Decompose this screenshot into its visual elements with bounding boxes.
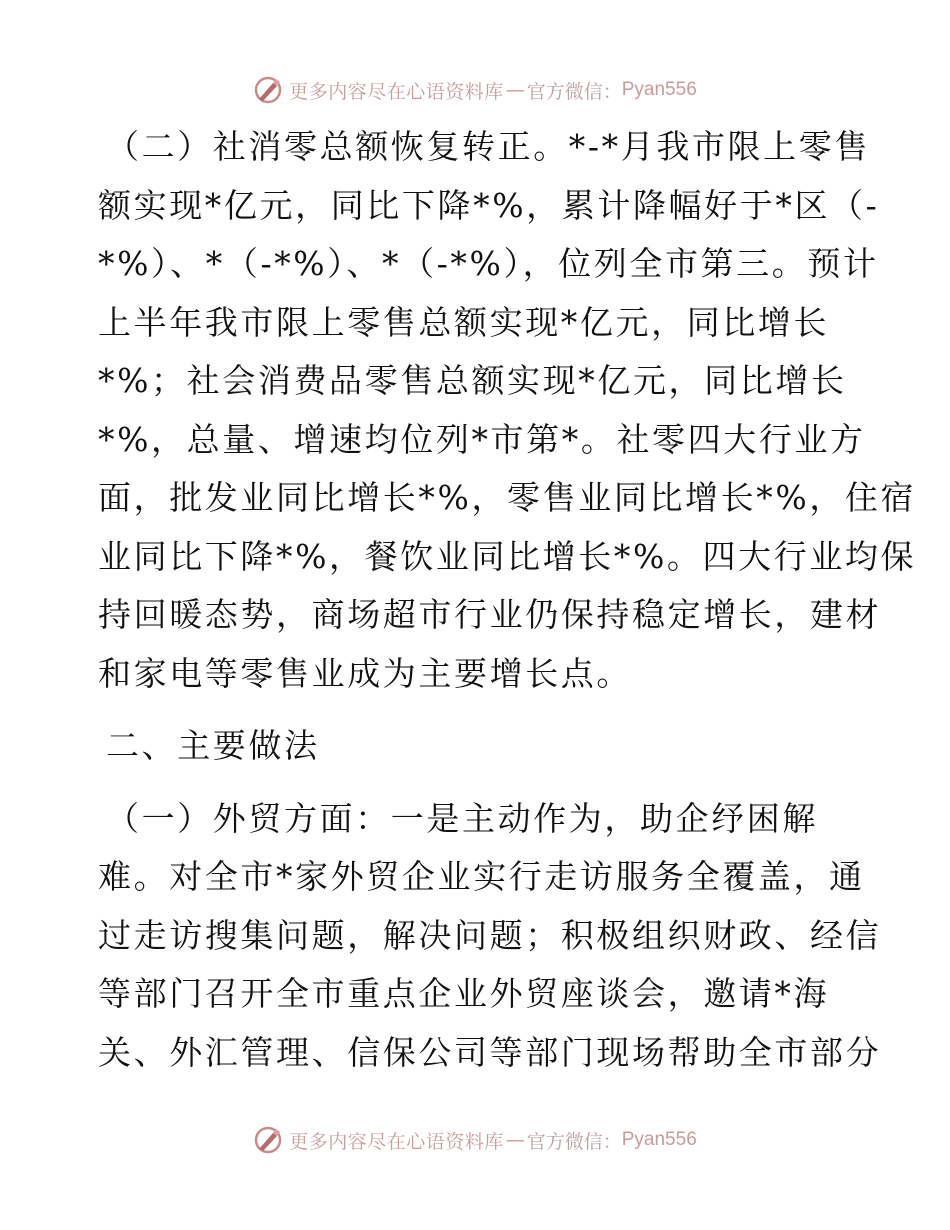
text-line: 业同比下降*%，餐饮业同比增长*%。四大行业均保 [98,536,917,576]
section-heading-main-practices [98,717,858,776]
text-line: 额实现*亿元，同比下降*%，累计降幅好于*区（- [98,185,880,225]
footer-watermark [0,1120,950,1160]
watermark-main-text: 更多内容尽在心语资料库 [289,80,504,103]
watermark-main-text: 更多内容尽在心语资料库 [289,1130,504,1153]
text-line: 持回暖态势，商场超市行业仍保持稳定增长，建材 [98,595,882,634]
text-line: 难。对全市*家外贸企业实行走访服务全覆盖，通 [98,857,865,896]
text-line: 面，批发业同比增长*%，零售业同比增长*%，住宿 [98,478,917,517]
text-line: *%）、*（-*%）、*（-*%），位列全市第三。预计 [98,244,879,283]
watermark-dash: — [505,79,525,101]
text-line: *%；社会消费品零售总额实现*亿元，同比增长 [98,361,847,400]
watermark-sub-text: 官方微信： [526,80,622,103]
document-body [98,118,917,1082]
watermark-sub-text: 官方微信： [526,1130,622,1153]
pen-logo-icon [253,1125,283,1155]
header-watermark [0,70,950,110]
text-line: 上半年我市限上零售总额实现*亿元，同比增长 [98,302,830,342]
text-line: （二）社消零总额恢复转正。*-*月我市限上零售 [106,127,870,166]
text-line: 等部门召开全市重点企业外贸座谈会，邀请*海 [98,974,830,1013]
pen-logo-icon [253,75,283,105]
text-line: （一）外贸方面：一是主动作为，助企纾困解 [106,798,818,838]
text-line: *%，总量、增速均位列*市第*。社零四大行业方 [98,419,866,459]
watermark-dash: — [505,1129,525,1151]
text-line: 和家电等零售业成为主要增长点。 [98,653,632,693]
section-heading: 二、主要做法 [106,726,320,765]
watermark-wechat-id: Pyan556 [621,1129,697,1150]
watermark-wechat-id: Pyan556 [621,79,697,100]
text-line: 过走访搜集问题，解决问题；积极组织财政、经信 [98,915,882,955]
text-line: 关、外汇管理、信保公司等部门现场帮助全市部分 [98,1032,882,1072]
paragraph-foreign-trade [98,790,882,1083]
paragraph-retail-sales [98,118,917,703]
